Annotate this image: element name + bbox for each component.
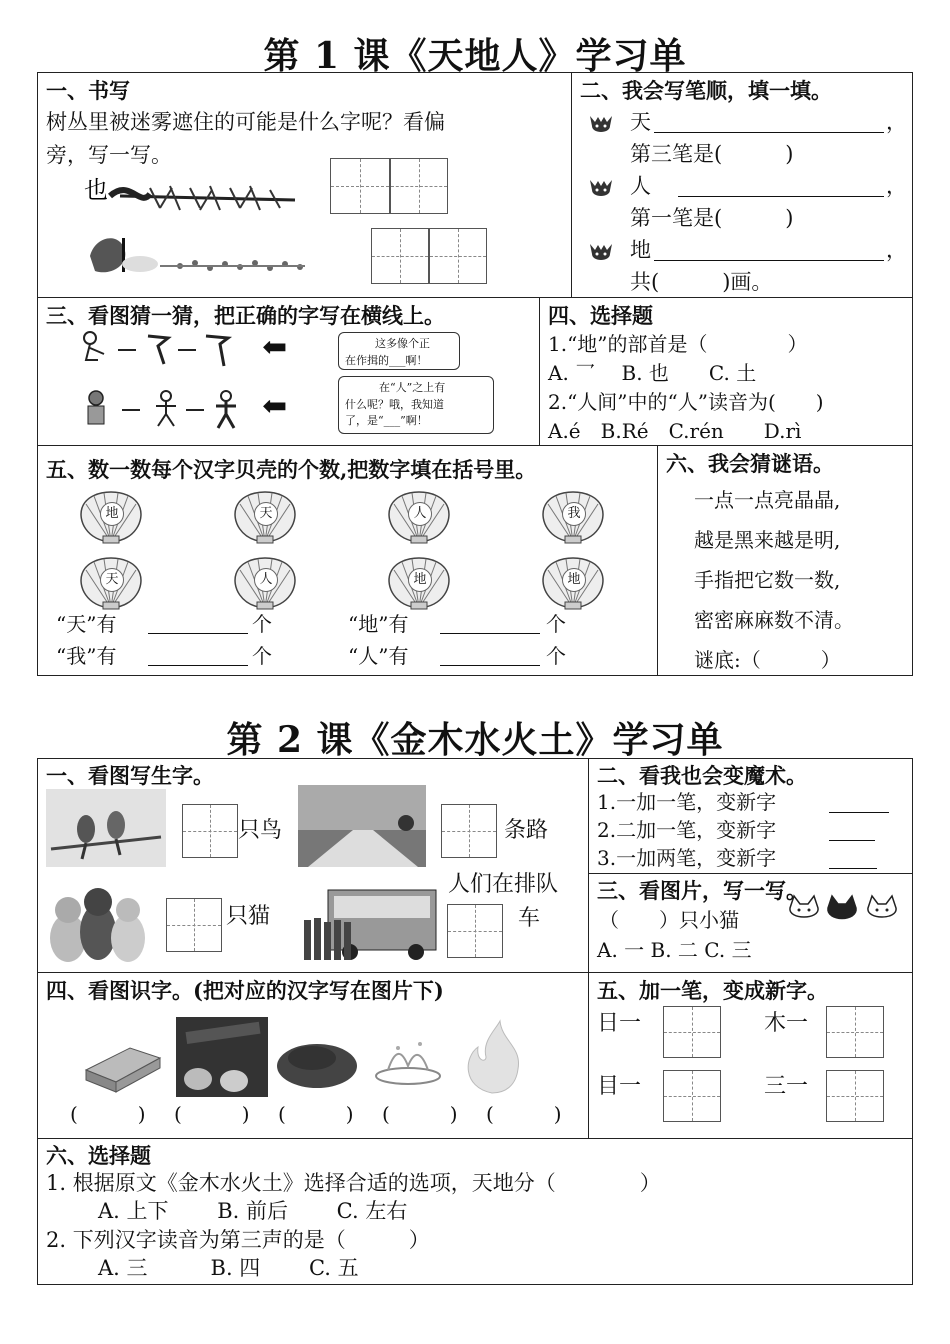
l1-s6-heading: 六、我会猜谜语。 — [666, 451, 834, 476]
soil-image — [272, 1030, 362, 1092]
write-grid[interactable] — [826, 1070, 884, 1122]
shell-item — [76, 556, 146, 610]
add-stroke-item: 木一 — [764, 1011, 809, 1036]
l1-s1-line2: 旁，写一写。 — [46, 143, 172, 167]
magic-item: 3.一加两笔，变新字 — [597, 846, 777, 870]
riddle-line: 越是黑来越是明, — [694, 528, 841, 552]
stroke-char: 地 — [630, 238, 651, 262]
shell-item — [538, 556, 608, 610]
birds-photo — [46, 789, 166, 867]
wood-logs-image — [176, 1017, 268, 1097]
l2-s1-heading: 一、看图写生字。 — [46, 763, 214, 788]
write-grid[interactable] — [182, 804, 238, 858]
write-grid[interactable] — [390, 158, 448, 214]
answer-line[interactable] — [440, 633, 540, 634]
l2-s4-heading: 四、看图识字。(把对应的汉字写在图片下) — [46, 978, 444, 1003]
arrow-left-icon: ⬅ — [262, 330, 288, 365]
write-grid[interactable] — [663, 1070, 721, 1122]
l2-s6-heading: 六、选择题 — [46, 1143, 151, 1168]
l1-s4-q1: 1.“地”的部首是（ ） — [548, 332, 808, 356]
add-stroke-item: 目一 — [597, 1074, 642, 1099]
answer-paren[interactable]: ( ) — [382, 1102, 458, 1126]
riddle-answer: 谜底:（ ） — [694, 648, 841, 672]
stroke-char: 人 — [630, 174, 651, 198]
l2-s5-heading: 五、加一笔，变成新字。 — [597, 978, 828, 1003]
shell-char: 我 — [562, 502, 586, 526]
riddle-line: 一点一点亮晶晶, — [694, 488, 841, 512]
answer-paren[interactable]: ( ) — [486, 1102, 562, 1126]
speech-bubble-1: 这多像个正 在作揖的___啊！ — [338, 332, 460, 370]
shell-char: 天 — [100, 568, 124, 592]
l1-s4-q2: 2.“人间”中的“人”读音为( ) — [548, 390, 824, 414]
write-grid[interactable] — [441, 804, 497, 858]
road-photo — [298, 785, 426, 867]
fire-image — [452, 1017, 538, 1097]
shell-char: 地 — [100, 502, 124, 526]
water-splash-image — [368, 1030, 448, 1092]
answer-line[interactable] — [654, 132, 884, 133]
shell-item — [384, 490, 454, 544]
l1-s5-heading: 五、数一数每个汉字贝壳的个数,把数字填在括号里。 — [46, 457, 537, 482]
l2-s3-heading: 三、看图片，写一写。 — [597, 878, 807, 903]
answer-paren[interactable]: ( ) — [70, 1102, 146, 1126]
magic-item: 2.二加一笔，变新字 — [597, 818, 777, 842]
stroke-question: 第一笔是( ) — [630, 206, 794, 230]
answer-line[interactable] — [829, 840, 875, 841]
add-stroke-item: 三一 — [764, 1074, 809, 1099]
thorny-branch-image-1 — [80, 168, 300, 218]
l2-label-road: 条路 — [504, 818, 549, 843]
write-grid[interactable] — [166, 898, 222, 952]
shell-char: 天 — [254, 502, 278, 526]
l1-s1-heading: 一、书写 — [46, 78, 130, 103]
bowing-person-evolution — [78, 330, 248, 370]
shell-char: 人 — [254, 568, 278, 592]
pic1-char: 也 — [84, 176, 108, 204]
person-evolution — [82, 388, 252, 432]
stroke-char: 天 — [630, 110, 651, 134]
answer-line[interactable] — [654, 260, 884, 261]
l2-s6-q1: 1. 根据原文《金木水火土》选择合适的选项，天地分（ ） — [46, 1171, 661, 1195]
l2-s3-question: （ ）只小猫 — [599, 908, 739, 932]
stroke-question: 共( )画。 — [630, 270, 773, 294]
riddle-line: 密密麻麻数不清。 — [694, 608, 854, 632]
speech-bubble-2: 在“人”之上有 什么呢？哦，我知道 了，是“___”啊！ — [338, 376, 494, 434]
answer-line[interactable] — [678, 196, 884, 197]
add-stroke-item: 日一 — [597, 1011, 642, 1036]
cats-photo — [46, 882, 148, 966]
write-grid[interactable] — [429, 228, 487, 284]
l2-label-queue: 人们在排队 — [448, 872, 559, 897]
shell-char: 地 — [408, 568, 432, 592]
gold-bars-image — [80, 1030, 172, 1096]
deer-icon — [586, 240, 616, 266]
l2-label-car: 车 — [518, 906, 541, 931]
l1-s2-heading: 二、我会写笔顺，填一填。 — [580, 78, 832, 103]
bus-photo — [298, 880, 438, 966]
l2-label-birds: 只鸟 — [238, 818, 283, 843]
lesson1-title: 第 1 课《天地人》学习单 — [263, 35, 687, 77]
magic-item: 1.一加一笔，变新字 — [597, 790, 777, 814]
riddle-line: 手指把它数一数, — [694, 568, 841, 592]
shell-item — [230, 556, 300, 610]
write-grid[interactable] — [371, 228, 429, 284]
shell-char: 人 — [408, 502, 432, 526]
l1-s4-heading: 四、选择题 — [548, 303, 653, 328]
l1-s4-q2-opts: A.é B.Ré C.rén D.rì — [548, 419, 802, 443]
l2-label-cats: 只猫 — [226, 904, 271, 929]
write-grid[interactable] — [447, 904, 503, 958]
deer-icon — [586, 112, 616, 138]
write-grid[interactable] — [663, 1006, 721, 1058]
lesson2-title: 第 2 课《金木水火土》学习单 — [226, 719, 724, 761]
l1-s4-q1-opts: A. 乛 B. 也 C. 土 — [548, 361, 757, 385]
arrow-left-icon: ⬅ — [262, 389, 288, 424]
shell-item — [76, 490, 146, 544]
answer-line[interactable] — [829, 868, 877, 869]
write-grid[interactable] — [330, 158, 390, 214]
kittens-drawing — [782, 890, 904, 938]
deer-icon — [586, 176, 616, 202]
answer-paren[interactable]: ( ) — [278, 1102, 354, 1126]
shell-item — [538, 490, 608, 544]
answer-paren[interactable]: ( ) — [174, 1102, 250, 1126]
foggy-branch-image-2 — [80, 226, 310, 281]
l1-s1-line1: 树丛里被迷雾遮住的可能是什么字呢？看偏 — [46, 110, 445, 134]
write-grid[interactable] — [826, 1006, 884, 1058]
l2-s6-q1-opts: A. 上下 B. 前后 C. 左右 — [98, 1199, 408, 1223]
answer-line[interactable] — [148, 665, 248, 666]
answer-line[interactable] — [440, 665, 540, 666]
shell-char: 地 — [562, 568, 586, 592]
shell-item — [230, 490, 300, 544]
l2-s3-options: A. 一 B. 二 C. 三 — [597, 938, 752, 962]
l2-s6-q2-opts: A. 三 B. 四 C. 五 — [98, 1256, 359, 1280]
shell-item — [384, 556, 454, 610]
answer-line[interactable] — [148, 633, 248, 634]
stroke-question: 第三笔是( ) — [630, 142, 794, 166]
l2-s6-q2: 2. 下列汉字读音为第三声的是（ ） — [46, 1228, 430, 1252]
l2-s2-heading: 二、看我也会变魔术。 — [597, 763, 807, 788]
answer-line[interactable] — [829, 812, 889, 813]
l1-s3-heading: 三、看图猜一猜，把正确的字写在横线上。 — [46, 303, 445, 328]
